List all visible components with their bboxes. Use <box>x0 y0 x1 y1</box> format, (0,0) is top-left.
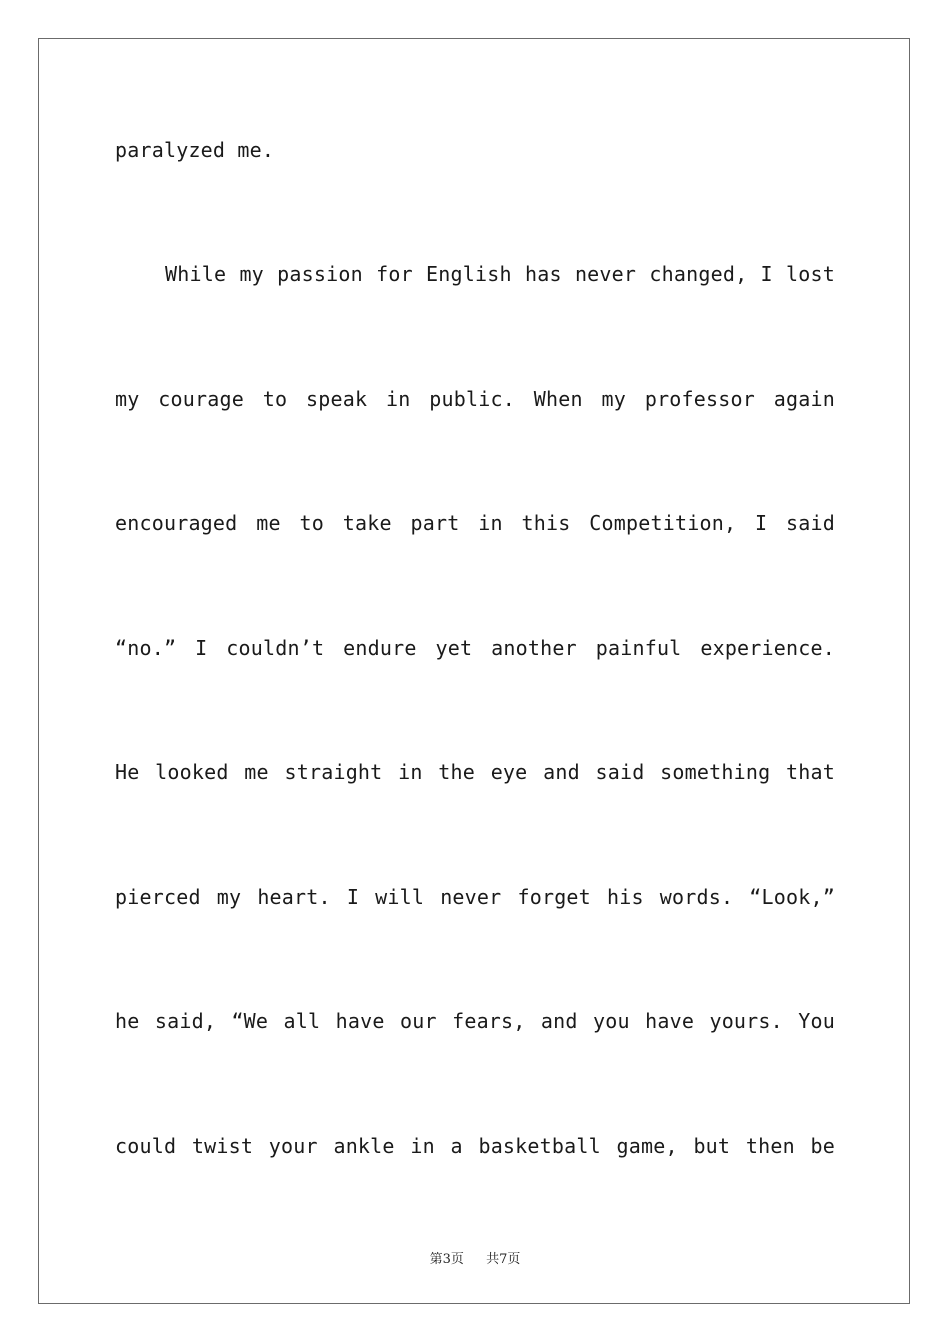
page-number: 第3页 <box>429 1252 464 1267</box>
page-total: 共7页 <box>486 1252 521 1267</box>
body-line-7: pierced my heart. I will never forget his words. “Look,” <box>115 885 835 909</box>
body-line-8: he said, “We all have our fears, and you have yours. You <box>115 1009 835 1033</box>
body-line-6: He looked me straight in the eye and said something that <box>115 760 835 784</box>
body-line-4: encouraged me to take part in this Competition, I said <box>115 511 835 535</box>
body-line-9: could twist your ankle in a basketball game, but then be <box>115 1134 835 1158</box>
body-line-1: paralyzed me. <box>115 138 275 162</box>
page-footer <box>0 1248 950 1267</box>
body-line-3: my courage to speak in public. When my professor again <box>115 387 835 411</box>
body-line-5: “no.” I couldn’t endure yet another painful experience. <box>115 636 835 660</box>
body-line-2: While my passion for English has never changed, I lost <box>165 262 835 286</box>
page-border <box>38 38 910 1304</box>
